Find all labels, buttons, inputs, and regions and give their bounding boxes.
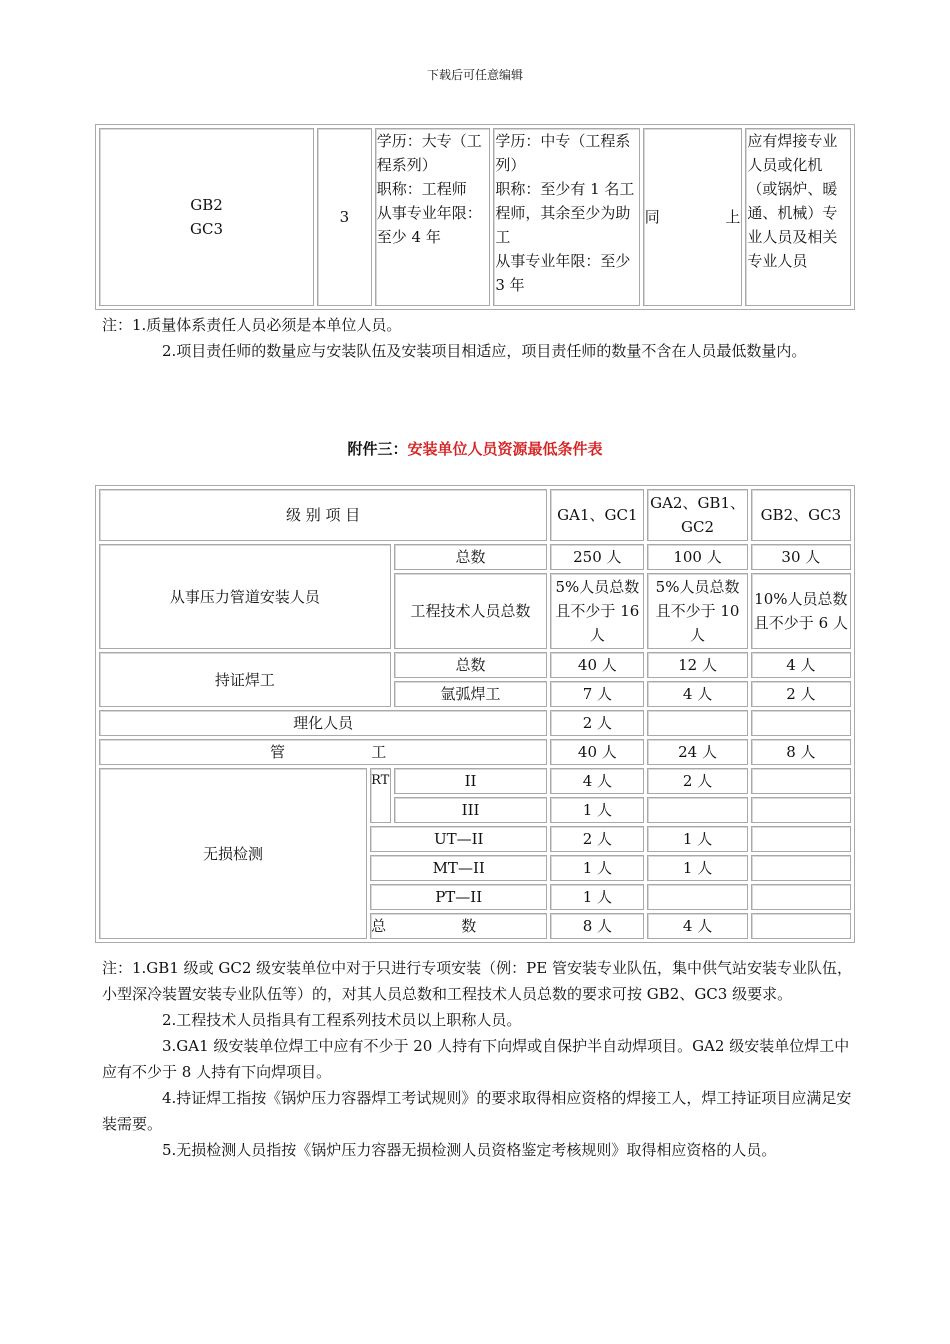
value-cell [751, 826, 851, 852]
value-cell: 24 人 [647, 739, 747, 765]
pipe-label: 管 工 [99, 739, 547, 765]
value-cell [647, 710, 747, 736]
row-label: III [394, 797, 547, 823]
table-row [99, 739, 851, 765]
table-row [99, 128, 851, 306]
notes-2: 注：1.GB1 级或 GC2 级安装单位中对于只进行专项安装（例：PE 管安装专业队伍，集中供气站安装专业队伍，小型深冷装置安装专业队伍等）的，对其人员总数和工程技术人员总数的要求可按 GB2、GC3 级要求。 2.工程技术人员指具有工程系列技术员以上职称人员。 3.GA1 级安装单位焊工中应有不少于 20 人持有下向焊或自保护半自动焊项目。GA2 级安装单位焊工中应有不少于 8 人持有下向焊项目。 4.持证焊工指按《锅炉压力容器焊工考试规则》的要求取得相应资格的焊接工人，焊工持证项目应满足安装需要。 5.无损检测人员指按《锅炉压力容器无损检测人员资格鉴定考核规则》取得相应资格的人员。 [102, 959, 852, 1159]
personnel-requirements-table [95, 485, 855, 943]
value-cell [751, 855, 851, 881]
header-gb2: GB2、GC3 [751, 489, 851, 541]
row-label: UT—II [370, 826, 547, 852]
table-row [99, 652, 851, 678]
table-row [99, 489, 851, 541]
value-cell: 1 人 [647, 855, 747, 881]
value-cell [751, 913, 851, 939]
value-cell: 12 人 [647, 652, 747, 678]
ndt-label: 无损检测 [99, 768, 367, 939]
physchem-label: 理化人员 [99, 710, 547, 736]
value-cell: 2 人 [550, 826, 644, 852]
level-cell: GB2 GC3 [99, 128, 314, 306]
requirement-cell-1: 学历：大专（工程系列） 职称：工程师 从事专业年限：至少 4 年 [375, 128, 491, 306]
row-label: 总数 [394, 652, 547, 678]
value-cell [751, 884, 851, 910]
value-cell [751, 797, 851, 823]
row-label: 氩弧焊工 [394, 681, 547, 707]
install-label: 从事压力管道安装人员 [99, 544, 391, 649]
value-cell [647, 884, 747, 910]
ndt-total-label: 总 数 [370, 913, 547, 939]
value-cell: 250 人 [550, 544, 644, 570]
value-cell: 2 人 [550, 710, 644, 736]
value-cell: 4 人 [751, 652, 851, 678]
row-label: 总数 [394, 544, 547, 570]
notes-1: 注：1.质量体系责任人员必须是本单位人员。 2.项目责任师的数量应与安装队伍及安装项目相适应，项目责任师的数量不含在人员最低数量内。 [102, 316, 807, 360]
table-row [99, 544, 851, 570]
table-row [99, 710, 851, 736]
row-label: PT—II [370, 884, 547, 910]
value-cell: 100 人 [647, 544, 747, 570]
value-cell: 30 人 [751, 544, 851, 570]
requirement-cell-2: 学历：中专（工程系列） 职称：至少有 1 名工程师，其余至少为助工 从事专业年限：至少 3 年 [493, 128, 639, 306]
row-label: MT—II [370, 855, 547, 881]
value-cell: 4 人 [550, 768, 644, 794]
table-row [99, 768, 851, 794]
value-cell: 8 人 [550, 913, 644, 939]
value-cell: 1 人 [647, 826, 747, 852]
count-cell: 3 [317, 128, 372, 306]
value-cell: 10%人员总数且不少于 6 人 [751, 573, 851, 649]
value-cell [751, 710, 851, 736]
header-item: 级 别 项 目 [99, 489, 547, 541]
personnel-cell: 应有焊接专业人员或化机（或锅炉、暖通、机械）专业人员及相关专业人员 [745, 128, 851, 306]
qualification-table [95, 124, 855, 310]
section-title: 附件三：安装单位人员资源最低条件表 [347, 440, 603, 458]
value-cell: 1 人 [550, 855, 644, 881]
value-cell: 2 人 [751, 681, 851, 707]
value-cell: 5%人员总数且不少于 16 人 [550, 573, 644, 649]
welder-label: 持证焊工 [99, 652, 391, 707]
value-cell: 4 人 [647, 913, 747, 939]
value-cell: 1 人 [550, 884, 644, 910]
row-label: II [394, 768, 547, 794]
value-cell [751, 768, 851, 794]
header-ga1: GA1、GC1 [550, 489, 644, 541]
header-ga2: GA2、GB1、GC2 [647, 489, 747, 541]
rt-label: RT [370, 768, 391, 823]
page-header: 下载后可任意编辑 [426, 68, 523, 82]
value-cell: 7 人 [550, 681, 644, 707]
value-cell: 8 人 [751, 739, 851, 765]
value-cell [647, 797, 747, 823]
value-cell: 1 人 [550, 797, 644, 823]
value-cell: 40 人 [550, 739, 644, 765]
same-as-above-cell: 同 上 [643, 128, 743, 306]
value-cell: 5%人员总数且不少于 10 人 [647, 573, 747, 649]
value-cell: 4 人 [647, 681, 747, 707]
value-cell: 2 人 [647, 768, 747, 794]
value-cell: 40 人 [550, 652, 644, 678]
row-label: 工程技术人员总数 [394, 573, 547, 649]
